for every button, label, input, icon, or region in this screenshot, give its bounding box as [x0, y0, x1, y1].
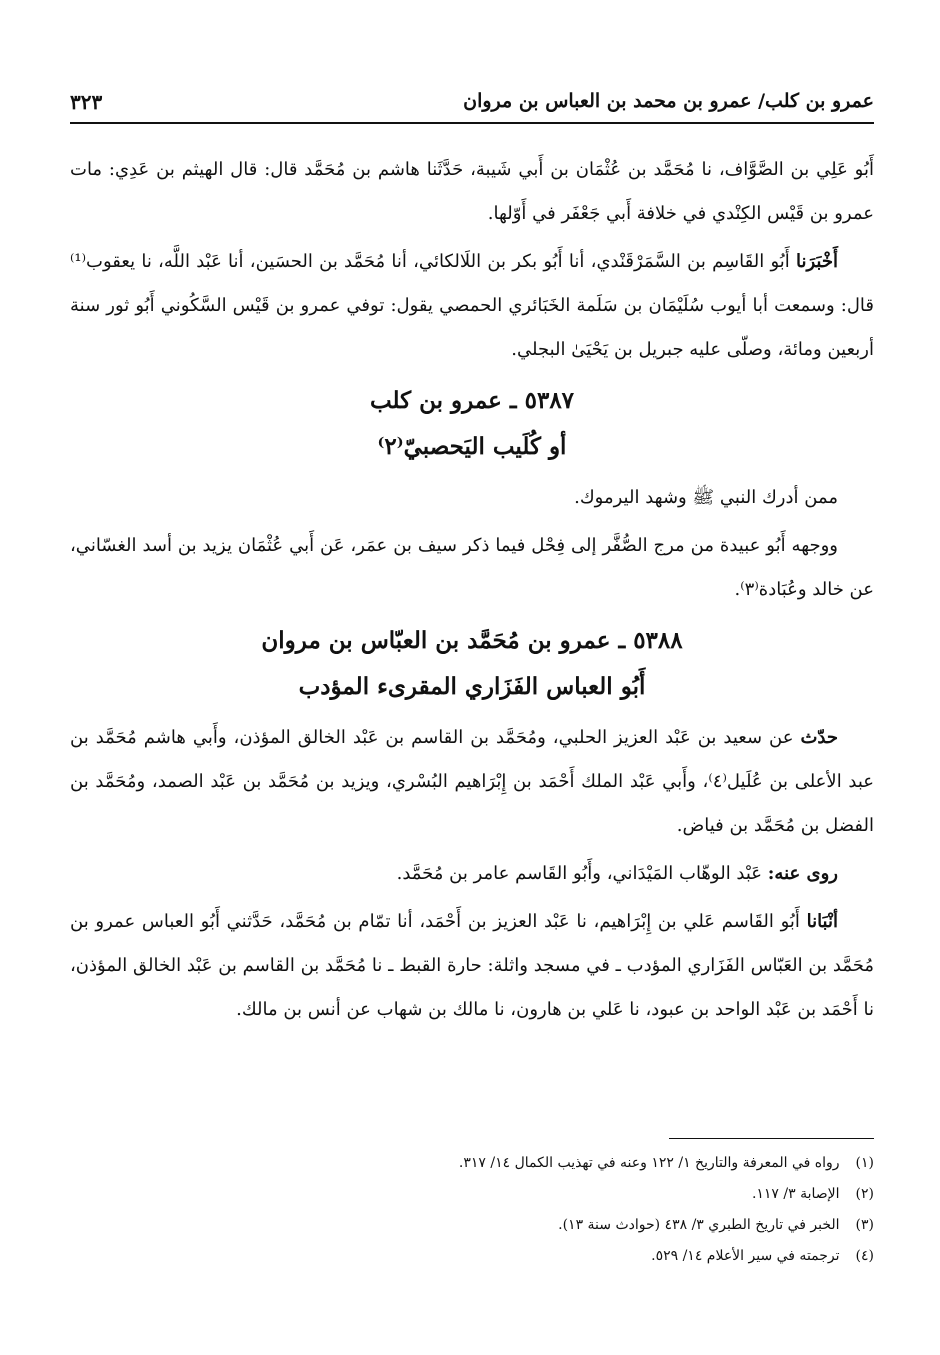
entry-5388-title: ٥٣٨٨ ـ عمرو بن مُحَمَّد بن العبّاس بن مروان	[261, 627, 683, 654]
footnote-number: (٢)	[855, 1186, 874, 1202]
footnote-3	[70, 1210, 874, 1241]
paragraph-2-lead: أَخْبَرَنا	[796, 251, 838, 272]
entry-5388-subtitle: أَبُو العباس الفَزَاري المقرىء المؤدب	[298, 673, 646, 700]
paragraph-7	[70, 900, 874, 1032]
paragraph-5	[70, 716, 874, 848]
paragraph-4: ووجهه أَبُو عبيدة من مرج الصُّفَّر إلى فِحْل فيما ذكر سيف بن عمَر، عَن أَبي عُثْمَان يزيد بن أسد الغسّاني، عن خالد وعُبَادة⁽٣⁾.	[70, 535, 874, 600]
footnote-4	[70, 1241, 874, 1272]
paragraph-5-lead: حدّث	[800, 727, 838, 748]
paragraph-7-lead: أنْبَانا	[806, 911, 838, 932]
header-rule	[70, 122, 874, 124]
entry-5387-title: ٥٣٨٧ ـ عمرو بن كلب	[369, 387, 575, 414]
footnote-text: الخبر في تاريخ الطبري ٣/ ٤٣٨ (حوادث سنة ١٣).	[558, 1217, 840, 1233]
footnote-number: (١)	[855, 1155, 874, 1171]
paragraph-1: أَبُو عَلِي بن الصَّوَّاف، نا مُحَمَّد بن عُثْمَان بن أَبي شَيبة، حَدَّثَنا هاشم بن مُحَمَّد قال: قال الهيثم بن عَدِي: مات عمرو بن قَيْس الكِنْدي في خلافة أَبي جَعْفَر في أَوّلها.	[70, 159, 874, 224]
paragraph-3: ممن أدرك النبي ﷺ وشهد اليرموك.	[574, 487, 838, 508]
footnote-number: (٤)	[855, 1248, 874, 1264]
entry-5388-heading	[70, 618, 874, 710]
entry-5387-heading	[70, 378, 874, 470]
paragraph-6-text: عَبْد الوهّاب المَيْدَاني، وأَبُو القَاسم عامر بن مُحَمَّد.	[396, 863, 768, 884]
footnote-1	[70, 1148, 874, 1179]
footnote-number: (٣)	[855, 1217, 874, 1233]
page-number: ٣٢٣	[70, 90, 103, 114]
paragraph-7-text: أَبُو القَاسم عَلي بن إِبْرَاهيم، نا عَبْد العزيز بن أَحْمَد، أنا تمّام بن مُحَمَّد، حَدَّثني أَبُو العباس عمرو بن مُحَمَّد بن العَبّاس الفَزَاري المؤدب ـ في مسجد واثلة: حارة القبط ـ نا مُحَمَّد بن القاسم بن عَبْد الخالق المؤذن، نا أَحْمَد بن عَبْد الواحد بن عبود، نا عَلي بن هارون، نا مالك بن شهاب عن أنس بن مالك.	[70, 911, 874, 1020]
paragraph-5-text: عن سعيد بن عَبْد العزيز الحلبي، ومُحَمَّد بن القاسم بن عَبْد الخالق المؤذن، وأَبي هاشم مُحَمَّد بن عبد الأعلى بن عُلَيل⁽٤⁾، وأَبي عَبْد الملك أَحْمَد بن إِبْرَاهيم البُسْري، ويزيد بن مُحَمَّد بن عَبْد الصمد، ومُحَمَّد بن الفضل بن مُحَمَّد بن فياض.	[70, 727, 875, 836]
footnote-text: ترجمته في سير الأعلام ١٤/ ٥٢٩.	[651, 1248, 840, 1264]
entry-5387-subtitle: أو كُلَيب اليَحصبيّ⁽٢⁾	[377, 433, 567, 460]
page-header	[70, 90, 874, 124]
footnote-separator	[669, 1138, 874, 1139]
paragraph-2-text: أَبُو القَاسِم بن السَّمَرْقَنْدي، أنا أَبُو بكر بن اللَالكائي، أنا مُحَمَّد بن الحسَين، أنا عَبْد اللَّه، نا يعقوب⁽¹⁾ قال: وسمعت أبا أيوب سُلَيْمَان بن سَلَمة الخَبَائري الحمصي يقول: توفي عمرو بن قَيْس السَّكُوني أَبُو ثور سنة أربعين ومائة، وصلّى عليه جبريل بن يَحْيَىٰ البجلي.	[70, 251, 874, 360]
footnote-text: الإصابة ٣/ ١١٧.	[751, 1186, 840, 1202]
footnote-2	[70, 1179, 874, 1210]
paragraph-6	[70, 852, 874, 896]
running-title: عمرو بن كلب/ عمرو بن محمد بن العباس بن مروان	[463, 90, 874, 112]
footnotes	[70, 1148, 874, 1272]
paragraph-2	[70, 240, 874, 372]
footnote-text: رواه في المعرفة والتاريخ ١/ ١٢٢ وعنه في تهذيب الكمال ١٤/ ٣١٧.	[458, 1155, 840, 1171]
paragraph-6-lead: روى عنه:	[767, 863, 838, 884]
main-text	[70, 148, 874, 1036]
